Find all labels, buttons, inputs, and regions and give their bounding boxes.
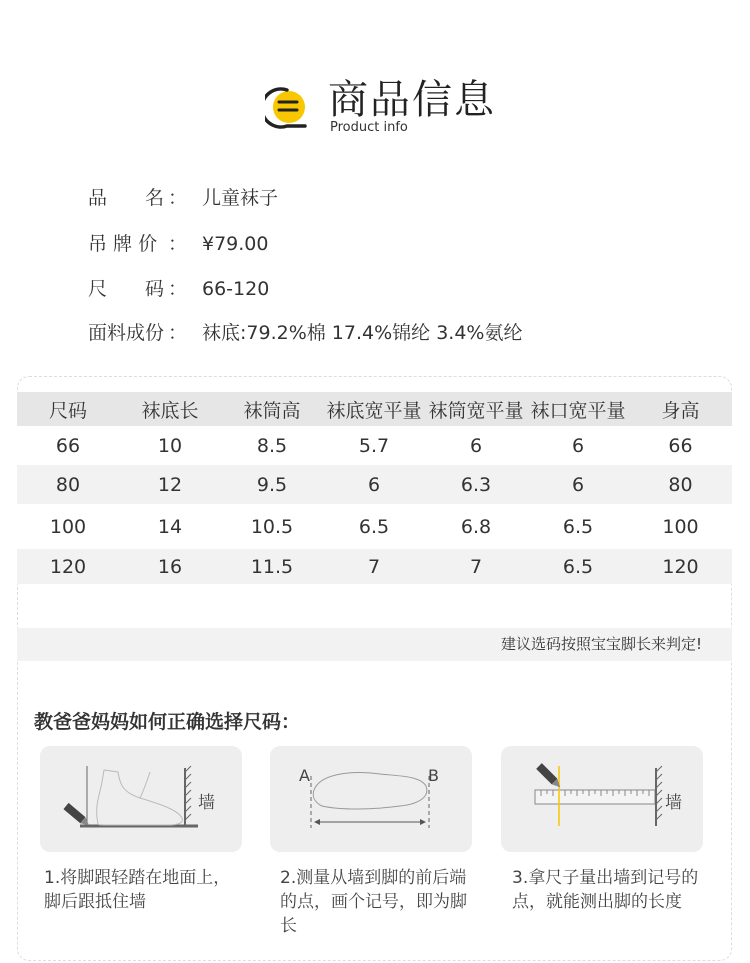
step-2-illustration bbox=[270, 746, 472, 852]
table-cell: 66 bbox=[17, 426, 119, 465]
info-colon: ： bbox=[168, 187, 188, 209]
column-header: 身高 bbox=[629, 392, 732, 426]
table-row bbox=[17, 504, 732, 549]
step-2-text: 2.测量从墙到脚的前后端的点，画个记号，即为脚长 bbox=[280, 868, 467, 936]
table-cell: 80 bbox=[629, 465, 732, 504]
foot-outline-measure-icon bbox=[270, 746, 472, 852]
howto-title: 教爸爸妈妈如何正确选择尺码： bbox=[34, 711, 301, 733]
wall-label: 墙 bbox=[198, 793, 215, 813]
table-cell: 6.3 bbox=[425, 465, 527, 504]
column-header: 袜筒宽平量 bbox=[425, 392, 527, 426]
table-cell: 9.5 bbox=[221, 465, 323, 504]
table-row bbox=[17, 426, 732, 465]
table-header-row bbox=[17, 392, 732, 426]
info-colon: ： bbox=[168, 233, 188, 255]
step-3-text: 3.拿尺子量出墙到记号的点，就能测出脚的长度 bbox=[512, 868, 699, 912]
table-cell: 6 bbox=[323, 465, 425, 504]
point-b-label: B bbox=[428, 766, 439, 785]
table-cell: 8.5 bbox=[221, 426, 323, 465]
page-subtitle: Product info bbox=[330, 120, 408, 135]
info-value: 66-120 bbox=[202, 278, 270, 300]
info-value: ¥79.00 bbox=[202, 233, 269, 255]
wall-label: 墙 bbox=[665, 793, 682, 813]
table-cell: 80 bbox=[17, 465, 119, 504]
size-advice: 建议选码按照宝宝脚长来判定! bbox=[17, 628, 732, 661]
step-1-illustration bbox=[40, 746, 242, 852]
table-cell: 6 bbox=[527, 465, 629, 504]
table-cell: 100 bbox=[629, 504, 732, 549]
table-cell: 10 bbox=[119, 426, 221, 465]
info-value: 袜底:79.2%棉 17.4%锦纶 3.4%氨纶 bbox=[202, 322, 523, 344]
info-label: 吊 牌 价 bbox=[88, 233, 158, 255]
column-header: 尺码 bbox=[17, 392, 119, 426]
table-cell: 6.8 bbox=[425, 504, 527, 549]
table-cell: 7 bbox=[323, 549, 425, 584]
table-cell: 6 bbox=[425, 426, 527, 465]
column-header: 袜底长 bbox=[119, 392, 221, 426]
point-a-label: A bbox=[299, 766, 310, 785]
table-cell: 7 bbox=[425, 549, 527, 584]
section-header bbox=[0, 70, 750, 140]
table-cell: 16 bbox=[119, 549, 221, 584]
page-title: 商品信息 bbox=[328, 77, 496, 123]
table-row bbox=[17, 549, 732, 584]
info-label: 品 名 bbox=[88, 187, 165, 209]
table-cell: 6.5 bbox=[527, 504, 629, 549]
table-cell: 120 bbox=[629, 549, 732, 584]
column-header: 袜口宽平量 bbox=[527, 392, 629, 426]
table-cell: 100 bbox=[17, 504, 119, 549]
table-cell: 11.5 bbox=[221, 549, 323, 584]
info-colon: ： bbox=[168, 322, 188, 344]
column-header: 袜筒高 bbox=[221, 392, 323, 426]
table-cell: 6.5 bbox=[323, 504, 425, 549]
info-label: 面料成份 bbox=[88, 322, 165, 344]
table-cell: 66 bbox=[629, 426, 732, 465]
info-value: 儿童袜子 bbox=[202, 187, 279, 209]
column-header: 袜底宽平量 bbox=[323, 392, 425, 426]
step-3-illustration bbox=[501, 746, 703, 852]
step-1-text: 1.将脚跟轻踏在地面上，脚后跟抵住墙 bbox=[44, 868, 231, 912]
table-cell: 120 bbox=[17, 549, 119, 584]
document-lines-icon bbox=[265, 86, 311, 130]
info-label: 尺 码 bbox=[88, 278, 165, 300]
table-cell: 10.5 bbox=[221, 504, 323, 549]
size-table bbox=[17, 392, 732, 584]
info-colon: ： bbox=[168, 278, 188, 300]
table-cell: 6 bbox=[527, 426, 629, 465]
table-cell: 14 bbox=[119, 504, 221, 549]
table-cell: 6.5 bbox=[527, 549, 629, 584]
table-cell: 12 bbox=[119, 465, 221, 504]
table-row bbox=[17, 465, 732, 504]
table-cell: 5.7 bbox=[323, 426, 425, 465]
